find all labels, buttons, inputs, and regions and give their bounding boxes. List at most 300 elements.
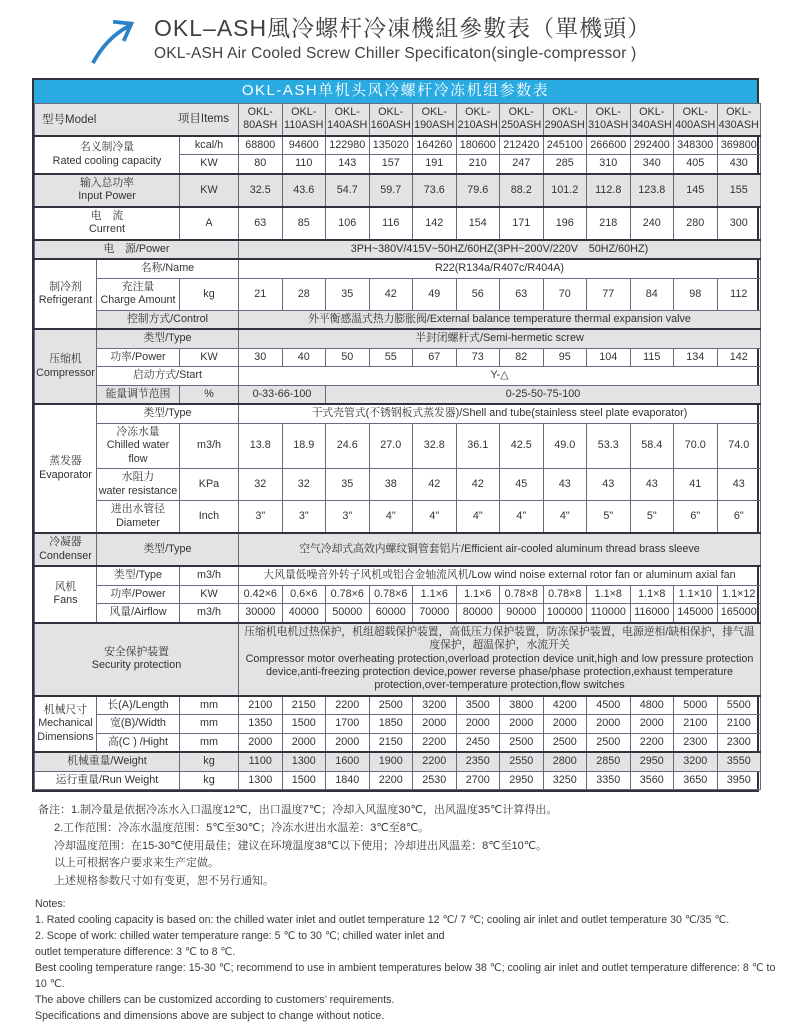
data-cell: 2200 (413, 752, 457, 771)
data-cell: 2000 (630, 715, 674, 733)
unit-cell: kg (180, 771, 239, 789)
data-cell: 84 (630, 278, 674, 310)
label-cell: 名义制冷量 Rated cooling capacity (35, 136, 180, 174)
data-cell: 42 (369, 278, 413, 310)
data-cell: 1850 (369, 715, 413, 733)
data-cell: 157 (369, 155, 413, 174)
data-cell: 240 (630, 207, 674, 240)
data-cell: 2000 (413, 715, 457, 733)
data-cell: 35 (326, 278, 370, 310)
security-protection-row (35, 623, 761, 696)
data-cell: 145 (674, 174, 718, 207)
data-cell: 1300 (239, 771, 283, 789)
data-cell: 1840 (326, 771, 370, 789)
data-cell: 2200 (630, 733, 674, 752)
data-cell: 285 (543, 155, 587, 174)
corner-model-label: 型号Model (42, 113, 97, 126)
data-cell: 104 (587, 348, 631, 366)
data-cell: 2150 (369, 733, 413, 752)
data-cell: 2800 (543, 752, 587, 771)
data-cell: 2550 (500, 752, 544, 771)
data-cell: 3550 (717, 752, 761, 771)
label-cell: 长(A)/Length (97, 696, 180, 715)
data-cell: 142 (413, 207, 457, 240)
data-cell: 2100 (674, 715, 718, 733)
data-cell: 42.5 (500, 423, 544, 468)
data-cell: 116 (369, 207, 413, 240)
data-cell: 43 (717, 469, 761, 501)
data-cell: 1.1×8 (587, 585, 631, 603)
data-cell: 4500 (587, 696, 631, 715)
data-cell: 405 (674, 155, 718, 174)
data-cell: 73.6 (413, 174, 457, 207)
label-cell: 高(C ) /Hight (97, 733, 180, 752)
data-cell: 1.1×12 (717, 585, 761, 603)
data-cell: 1300 (282, 752, 326, 771)
label-cell: 风量/Airflow (97, 604, 180, 623)
data-cell: 180600 (456, 136, 500, 155)
data-cell: 2300 (717, 733, 761, 752)
data-cell: 4" (543, 501, 587, 533)
data-cell: 41 (674, 469, 718, 501)
data-cell: 88.2 (500, 174, 544, 207)
data-cell: 49 (413, 278, 457, 310)
data-cell: 27.0 (369, 423, 413, 468)
label-cell: 充注量 Charge Amount (97, 278, 180, 310)
data-cell: 0.42×6 (239, 585, 283, 603)
note-line: 2. Scope of work: chilled water temperature range: 5 ℃ to 30 ℃; chilled water inlet and (35, 930, 445, 943)
corner-header (35, 104, 239, 136)
data-cell: 4" (369, 501, 413, 533)
label-cell: 安全保护装置 Security protection (35, 623, 239, 696)
data-cell: 196 (543, 207, 587, 240)
wide-cell: R22(R134a/R407c/R404A) (239, 259, 761, 278)
data-cell: 1900 (369, 752, 413, 771)
data-cell: 2200 (413, 733, 457, 752)
data-cell: 1.1×6 (413, 585, 457, 603)
data-cell: 36.1 (456, 423, 500, 468)
data-cell: 2850 (587, 752, 631, 771)
group-cell: 压缩机 Compressor (35, 329, 97, 404)
data-cell: 348300 (674, 136, 718, 155)
unit-cell: KW (180, 348, 239, 366)
data-cell: 53.3 (587, 423, 631, 468)
data-cell: 32 (282, 469, 326, 501)
data-cell: 5" (630, 501, 674, 533)
power-supply-row (35, 240, 761, 259)
wide-cell: 半封闭螺杆式/Semi-hermetic screw (239, 329, 761, 348)
fans-power-row (35, 585, 761, 603)
data-cell: 2000 (587, 715, 631, 733)
data-cell: 21 (239, 278, 283, 310)
data-cell: 40000 (282, 604, 326, 623)
label-cell: 类型/Type (97, 566, 180, 585)
data-cell: 4" (456, 501, 500, 533)
data-cell: 2530 (413, 771, 457, 789)
data-cell: 40 (282, 348, 326, 366)
data-cell: 32 (239, 469, 283, 501)
wide-cell: 空气冷却式高效内螺纹铜管套铝片/Efficient air-cooled aluminum thread brass sleeve (239, 533, 761, 566)
data-cell: 70 (543, 278, 587, 310)
unit-cell: kg (180, 278, 239, 310)
data-cell: 134 (674, 348, 718, 366)
data-cell: 30 (239, 348, 283, 366)
page-title-cn: OKL–ASH風冷螺杆冷凍機組參數表（單機頭） (154, 15, 652, 41)
model-cell: OKL- 110ASH (282, 104, 326, 136)
arrow-logo-icon (90, 16, 140, 66)
data-cell: 245100 (543, 136, 587, 155)
wide-cell: 0-33-66-100 (239, 385, 326, 404)
label-cell: 进出水管径 Diameter (97, 501, 180, 533)
data-cell: 50000 (326, 604, 370, 623)
unit-cell: KW (180, 585, 239, 603)
data-cell: 55 (369, 348, 413, 366)
data-cell: 3200 (674, 752, 718, 771)
data-cell: 2500 (543, 733, 587, 752)
model-header-row (35, 104, 761, 136)
data-cell: 94600 (282, 136, 326, 155)
label-cell: 机械重量/Weight (35, 752, 180, 771)
data-cell: 218 (587, 207, 631, 240)
data-cell: 2000 (543, 715, 587, 733)
unit-cell: KW (180, 174, 239, 207)
unit-cell: mm (180, 696, 239, 715)
data-cell: 13.8 (239, 423, 283, 468)
label-cell: 电 流 Current (35, 207, 180, 240)
data-cell: 155 (717, 174, 761, 207)
data-cell: 280 (674, 207, 718, 240)
label-cell: 宽(B)/Width (97, 715, 180, 733)
page-header (0, 0, 790, 66)
data-cell: 32.8 (413, 423, 457, 468)
run-weight-row (35, 771, 761, 789)
unit-cell: kg (180, 752, 239, 771)
data-cell: 142 (717, 348, 761, 366)
label-cell: 运行重量/Run Weight (35, 771, 180, 789)
unit-cell: mm (180, 733, 239, 752)
note-line: Notes: (35, 898, 66, 911)
data-cell: 292400 (630, 136, 674, 155)
data-cell: 2350 (456, 752, 500, 771)
data-cell: 4" (500, 501, 544, 533)
data-cell: 2100 (717, 715, 761, 733)
data-cell: 63 (239, 207, 283, 240)
note-line: 1. Rated cooling capacity is based on: the chilled water inlet and outlet temperature 12 ℃/ 7 ℃; cooling air inlet and outlet temperature 30 ℃/35 ℃. (35, 914, 730, 927)
data-cell: 43 (543, 469, 587, 501)
wide-cell: 3PH~380V/415V~50HZ/60HZ(3PH~200V/220V 50HZ/60HZ) (239, 240, 761, 259)
data-cell: 74.0 (717, 423, 761, 468)
height-row (35, 733, 761, 752)
data-cell: 154 (456, 207, 500, 240)
wide-cell: Y-△ (239, 367, 761, 385)
data-cell: 2000 (239, 733, 283, 752)
data-cell: 123.8 (630, 174, 674, 207)
data-cell: 2200 (369, 771, 413, 789)
spec-table-wrapper (32, 78, 759, 792)
data-cell: 112.8 (587, 174, 631, 207)
model-cell: OKL- 190ASH (413, 104, 457, 136)
note-line: 冷却温度范围：在15-30℃使用最佳；建议在环境温度38℃以下使用；冷却进出风温差：8℃至10℃。 (54, 839, 548, 852)
data-cell: 80000 (456, 604, 500, 623)
data-cell: 340 (630, 155, 674, 174)
refrigerant-name-row (35, 259, 761, 278)
data-cell: 82 (500, 348, 544, 366)
data-cell: 98 (674, 278, 718, 310)
data-cell: 28 (282, 278, 326, 310)
data-cell: 85 (282, 207, 326, 240)
data-cell: 2450 (456, 733, 500, 752)
energy-adjust-row (35, 385, 761, 404)
data-cell: 3650 (674, 771, 718, 789)
wide-cell: 外平衡感温式热力膨胀阀/External balance temperature thermal expansion valve (239, 310, 761, 329)
model-cell: OKL- 290ASH (543, 104, 587, 136)
spec-table (34, 103, 761, 790)
data-cell: 210 (456, 155, 500, 174)
group-cell: 蒸发器 Evaporator (35, 404, 97, 533)
data-cell: 42 (413, 469, 457, 501)
width-row (35, 715, 761, 733)
data-cell: 38 (369, 469, 413, 501)
label-cell: 功率/Power (97, 585, 180, 603)
data-cell: 3350 (587, 771, 631, 789)
data-cell: 2500 (500, 733, 544, 752)
model-cell: OKL- 340ASH (630, 104, 674, 136)
data-cell: 2000 (326, 733, 370, 752)
label-cell: 类型/Type (97, 533, 239, 566)
model-cell: OKL- 160ASH (369, 104, 413, 136)
note-line: 以上可根据客户要求来生产定做。 (54, 857, 219, 870)
data-cell: 1600 (326, 752, 370, 771)
wide-cell: 大风量低噪音外转子风机或铝合金轴流风机/Low wind noise external rotor fan or aluminum axial fan (239, 566, 761, 585)
data-cell: 122980 (326, 136, 370, 155)
unit-cell: A (180, 207, 239, 240)
group-cell: 风机 Fans (35, 566, 97, 622)
label-cell: 能量调节范围 (97, 385, 180, 404)
notes-english (35, 897, 777, 1024)
data-cell: 1100 (239, 752, 283, 771)
data-cell: 1700 (326, 715, 370, 733)
data-cell: 115 (630, 348, 674, 366)
fans-type-row (35, 566, 761, 585)
model-cell: OKL- 400ASH (674, 104, 718, 136)
label-cell: 启动方式/Start (97, 367, 239, 385)
data-cell: 2700 (456, 771, 500, 789)
condenser-type-row (35, 533, 761, 566)
unit-cell: mm (180, 715, 239, 733)
data-cell: 43.6 (282, 174, 326, 207)
model-cell: OKL- 430ASH (717, 104, 761, 136)
data-cell: 212420 (500, 136, 544, 155)
label-cell: 类型/Type (97, 404, 239, 423)
data-cell: 0.78×8 (543, 585, 587, 603)
data-cell: 90000 (500, 604, 544, 623)
data-cell: 165000 (717, 604, 761, 623)
data-cell: 4800 (630, 696, 674, 715)
label-cell: 功率/Power (97, 348, 180, 366)
charge-amount-row (35, 278, 761, 310)
evaporator-type-row (35, 404, 761, 423)
data-cell: 110 (282, 155, 326, 174)
data-cell: 1.1×6 (456, 585, 500, 603)
group-cell: 机械尺寸 Mechanical Dimensions (35, 696, 97, 752)
data-cell: 63 (500, 278, 544, 310)
data-cell: 143 (326, 155, 370, 174)
data-cell: 0.78×8 (500, 585, 544, 603)
notes-chinese (38, 802, 790, 890)
wide-cell: 干式壳管式(不锈钢板式蒸发器)/Shell and tube(stainless steel plate evaporator) (239, 404, 761, 423)
data-cell: 3500 (456, 696, 500, 715)
label-cell: 水阻力 water resistance (97, 469, 180, 501)
data-cell: 1.1×10 (674, 585, 718, 603)
data-cell: 56 (456, 278, 500, 310)
current-row (35, 207, 761, 240)
table-title-band: OKL-ASH单机头风冷螺杆冷冻机组参数表 (34, 80, 757, 103)
data-cell: 59.7 (369, 174, 413, 207)
label-cell: 名称/Name (97, 259, 239, 278)
data-cell: 79.6 (456, 174, 500, 207)
group-cell: 制冷剂 Refrigerant (35, 259, 97, 329)
data-cell: 58.4 (630, 423, 674, 468)
data-cell: 2500 (369, 696, 413, 715)
compressor-type-row (35, 329, 761, 348)
data-cell: 112 (717, 278, 761, 310)
title-texts (154, 14, 651, 63)
water-resistance-row (35, 469, 761, 501)
data-cell: 2300 (674, 733, 718, 752)
unit-cell: kcal/h (180, 136, 239, 155)
data-cell: 3200 (413, 696, 457, 715)
label-cell: 冷冻水量 Chilled water flow (97, 423, 180, 468)
data-cell: 310 (587, 155, 631, 174)
data-cell: 100000 (543, 604, 587, 623)
data-cell: 5000 (674, 696, 718, 715)
model-cell: OKL- 210ASH (456, 104, 500, 136)
chilled-water-flow-row (35, 423, 761, 468)
unit-cell: m3/h (180, 566, 239, 585)
label-cell: 电 源/Power (35, 240, 239, 259)
data-cell: 6" (674, 501, 718, 533)
model-cell: OKL- 80ASH (239, 104, 283, 136)
data-cell: 54.7 (326, 174, 370, 207)
note-line: outlet temperature difference: 3 ℃ to 8 ℃. (35, 946, 236, 959)
data-cell: 3" (326, 501, 370, 533)
data-cell: 67 (413, 348, 457, 366)
unit-cell: m3/h (180, 423, 239, 468)
data-cell: 1500 (282, 771, 326, 789)
airflow-row (35, 604, 761, 623)
label-cell: 类型/Type (97, 329, 239, 348)
model-cell: OKL- 140ASH (326, 104, 370, 136)
data-cell: 300 (717, 207, 761, 240)
data-cell: 60000 (369, 604, 413, 623)
data-cell: 2000 (456, 715, 500, 733)
data-cell: 45 (500, 469, 544, 501)
data-cell: 68800 (239, 136, 283, 155)
label-cell: 控制方式/Control (97, 310, 239, 329)
data-cell: 0.78×6 (369, 585, 413, 603)
input-power-row (35, 174, 761, 207)
pipe-diameter-row (35, 501, 761, 533)
note-line: 2.工作范围：冷冻水温度范围：5℃至30℃；冷冻水进出水温差：3℃至8℃。 (54, 821, 430, 834)
data-cell: 70.0 (674, 423, 718, 468)
data-cell: 42 (456, 469, 500, 501)
data-cell: 135020 (369, 136, 413, 155)
data-cell: 35 (326, 469, 370, 501)
data-cell: 5" (587, 501, 631, 533)
data-cell: 1.1×8 (630, 585, 674, 603)
corner-items-label: 项目Items (177, 113, 229, 125)
data-cell: 2950 (630, 752, 674, 771)
data-cell: 106 (326, 207, 370, 240)
data-cell: 3560 (630, 771, 674, 789)
data-cell: 2150 (282, 696, 326, 715)
unit-cell: KW (180, 155, 239, 174)
compressor-power-row (35, 348, 761, 366)
data-cell: 77 (587, 278, 631, 310)
data-cell: 3" (239, 501, 283, 533)
length-row (35, 696, 761, 715)
long-cell: 压缩机电机过热保护，机组超载保护装置，高低压力保护装置，防冻保护装置，电源逆相/缺相保护，排气温度保护，超温保护，水流开关 Compressor motor overheating protection,overload protection device unit,high and low pressure protection device,anti-freezing protection device,power reverse phase/phase protection,exhaust temperature protection,over-temperature protection,flow switches (239, 623, 761, 696)
data-cell: 101.2 (543, 174, 587, 207)
data-cell: 2000 (282, 733, 326, 752)
data-cell: 1500 (282, 715, 326, 733)
data-cell: 247 (500, 155, 544, 174)
data-cell: 5500 (717, 696, 761, 715)
data-cell: 73 (456, 348, 500, 366)
note-line: The above chillers can be customized according to customers’ requirements. (35, 993, 395, 1006)
data-cell: 0.6×6 (282, 585, 326, 603)
note-line: Best cooling temperature range: 15-30 ℃; recommend to use in ambient temperatures below 38 ℃; cooling air inlet and outlet temperature difference: 8 ℃ to 10 ℃. (35, 961, 776, 990)
label-cell: 输入总功率 Input Power (35, 174, 180, 207)
data-cell: 43 (587, 469, 631, 501)
wide-cell: 0-25-50-75-100 (326, 385, 761, 404)
data-cell: 3950 (717, 771, 761, 789)
group-cell: 冷凝器 Condenser (35, 533, 97, 566)
data-cell: 24.6 (326, 423, 370, 468)
data-cell: 191 (413, 155, 457, 174)
data-cell: 70000 (413, 604, 457, 623)
data-cell: 110000 (587, 604, 631, 623)
data-cell: 80 (239, 155, 283, 174)
data-cell: 4200 (543, 696, 587, 715)
data-cell: 3250 (543, 771, 587, 789)
data-cell: 430 (717, 155, 761, 174)
data-cell: 43 (630, 469, 674, 501)
unit-cell: m3/h (180, 604, 239, 623)
data-cell: 95 (543, 348, 587, 366)
data-cell: 2950 (500, 771, 544, 789)
data-cell: 4" (413, 501, 457, 533)
data-cell: 2100 (239, 696, 283, 715)
rated-cooling-kcal-row (35, 136, 761, 155)
weight-row (35, 752, 761, 771)
data-cell: 50 (326, 348, 370, 366)
data-cell: 6" (717, 501, 761, 533)
start-mode-row (35, 367, 761, 385)
note-line: 上述规格参数尺寸如有变更，恕不另行通知。 (54, 874, 274, 887)
data-cell: 266600 (587, 136, 631, 155)
data-cell: 369800 (717, 136, 761, 155)
data-cell: 30000 (239, 604, 283, 623)
note-line: 备注：1.制冷量是依据冷冻水入口温度12℃，出口温度7℃；冷却入风温度30℃，出风温度35℃计算得出。 (38, 804, 558, 817)
page-title-en: OKL-ASH Air Cooled Screw Chiller Specificaton(single-compressor ) (154, 44, 637, 62)
data-cell: 2000 (500, 715, 544, 733)
unit-cell: % (180, 385, 239, 404)
data-cell: 2200 (326, 696, 370, 715)
data-cell: 116000 (630, 604, 674, 623)
unit-cell: KPa (180, 469, 239, 501)
data-cell: 0.78×6 (326, 585, 370, 603)
